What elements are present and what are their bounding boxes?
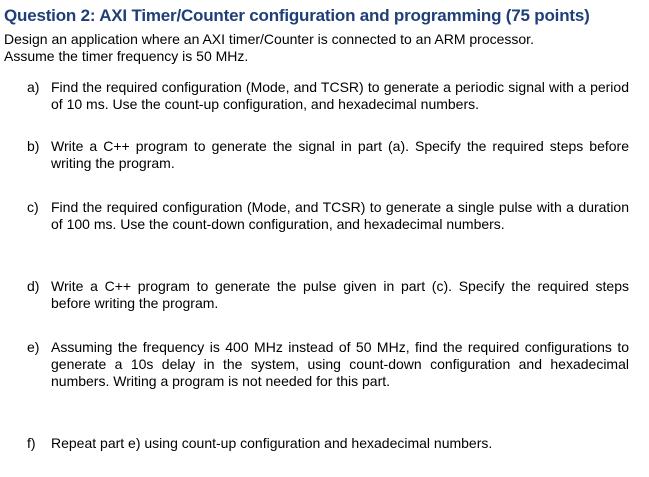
part-d-text: Write a C++ program to generate the pulse given in part (c). Specify the required steps before writing the program. (51, 278, 629, 311)
part-a-marker: a) (27, 79, 40, 95)
part-b (27, 138, 629, 172)
part-d-marker: d) (27, 278, 40, 294)
intro-line-2: Assume the timer frequency is 50 MHz. (4, 48, 249, 64)
part-e (27, 339, 629, 390)
question-intro (4, 31, 644, 65)
part-c-text: Find the required configuration (Mode, and TCSR) to generate a single pulse with a duration of 100 ms. Use the count-down configuration, and hexadecimal numbers. (51, 199, 629, 232)
part-c-marker: c) (27, 199, 39, 215)
intro-line-1: Design an application where an AXI timer/Counter is connected to an ARM processor. (4, 31, 534, 47)
part-d (27, 278, 629, 312)
part-b-marker: b) (27, 138, 40, 154)
part-a (27, 79, 629, 113)
part-a-text: Find the required configuration (Mode, and TCSR) to generate a periodic signal with a period of 10 ms. Use the count-up configuration, and hexadecimal numbers. (51, 79, 629, 112)
part-f-marker: f) (27, 435, 36, 451)
question-title: Question 2: AXI Timer/Counter configuration and programming (75 points) (4, 6, 590, 25)
part-e-marker: e) (27, 339, 40, 355)
part-b-text: Write a C++ program to generate the signal in part (a). Specify the required steps before writing the program. (51, 138, 629, 171)
part-f (27, 435, 629, 452)
part-c (27, 199, 629, 233)
part-e-text: Assuming the frequency is 400 MHz instead of 50 MHz, find the required configurations to generate a 10s delay in the system, using count-down configuration and hexadecimal numbers. Writing a program is not needed for this part. (51, 339, 629, 389)
part-f-text: Repeat part e) using count-up configuration and hexadecimal numbers. (51, 435, 493, 451)
